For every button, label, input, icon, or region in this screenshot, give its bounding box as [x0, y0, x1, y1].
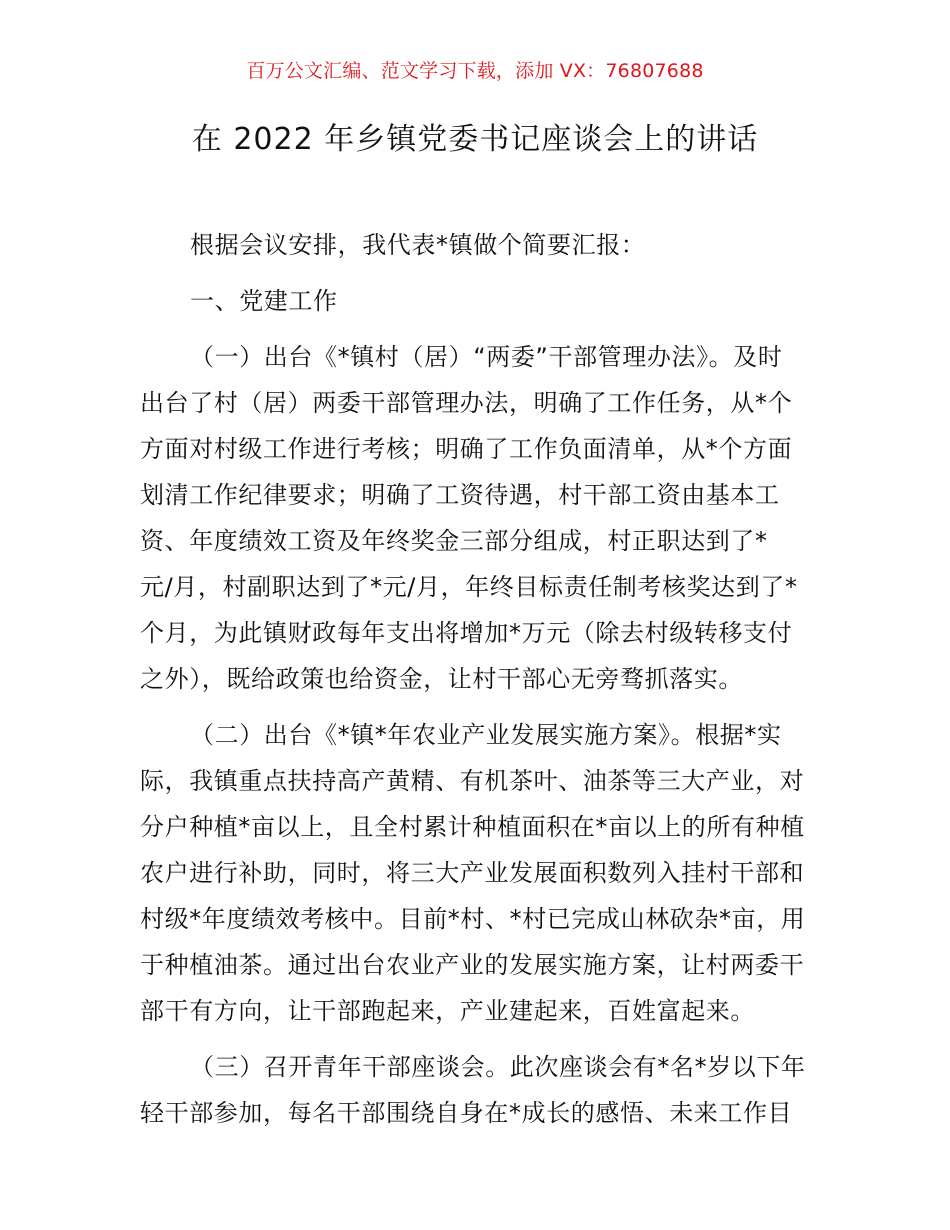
text-line: 资、年度绩效工资及年终奖金三部分组成，村正职达到了*	[140, 527, 768, 555]
text-line: 部干有方向，让干部跑起来，产业建起来，百姓富起来。	[140, 997, 755, 1025]
document-title: 在 2022 年乡镇党委书记座谈会上的讲话	[191, 122, 759, 157]
watermark-banner: 百万公文汇编、范文学习下载，添加 VX：76807688	[246, 60, 704, 82]
text-line: 之外），既给政策也给资金，让村干部心无旁骛抓落实。	[140, 665, 743, 693]
text-line: 方面对村级工作进行考核；明确了工作负面清单，从*个方面	[140, 435, 793, 463]
text-line: 划清工作纪律要求；明确了工资待遇，村干部工资由基本工	[140, 481, 780, 509]
text-line: 个月，为此镇财政每年支出将增加*万元（除去村级转移支付	[140, 619, 793, 647]
text-line: 根据会议安排，我代表*镇做个简要汇报：	[190, 231, 646, 259]
text-line: 分户种植*亩以上，且全村累计种植面积在*亩以上的所有种植	[140, 813, 805, 841]
paragraph-intro	[140, 222, 815, 268]
section-heading: 一、党建工作	[190, 287, 338, 315]
paragraph-item-3	[140, 1044, 815, 1136]
text-line: 于种植油茶。通过出台农业产业的发展实施方案，让村两委干	[140, 951, 805, 979]
paragraph-item-1	[140, 334, 815, 702]
text-line: 出台了村（居）两委干部管理办法，明确了工作任务，从*个	[140, 389, 793, 417]
text-line: （一）出台《*镇村（居）“两委”干部管理办法》。及时	[190, 343, 783, 371]
text-line: 元/月，村副职达到了*元/月，年终目标责任制考核奖达到了*	[140, 573, 798, 601]
text-line: 村级*年度绩效考核中。目前*村、*村已完成山林砍杂*亩，用	[140, 905, 806, 933]
paragraph-item-2	[140, 712, 815, 1034]
document-body	[140, 222, 815, 1136]
text-line: 轻干部参加，每名干部围绕自身在*成长的感悟、未来工作目	[140, 1099, 793, 1127]
section-heading-party-building	[140, 278, 815, 324]
text-line: 农户进行补助，同时，将三大产业发展面积数列入挂村干部和	[140, 859, 805, 887]
text-line: （二）出台《*镇*年农业产业发展实施方案》。根据*实	[190, 721, 782, 749]
text-line: （三）召开青年干部座谈会。此次座谈会有*名*岁以下年	[190, 1053, 806, 1081]
text-line: 际，我镇重点扶持高产黄精、有机茶叶、油茶等三大产业，对	[140, 767, 805, 795]
